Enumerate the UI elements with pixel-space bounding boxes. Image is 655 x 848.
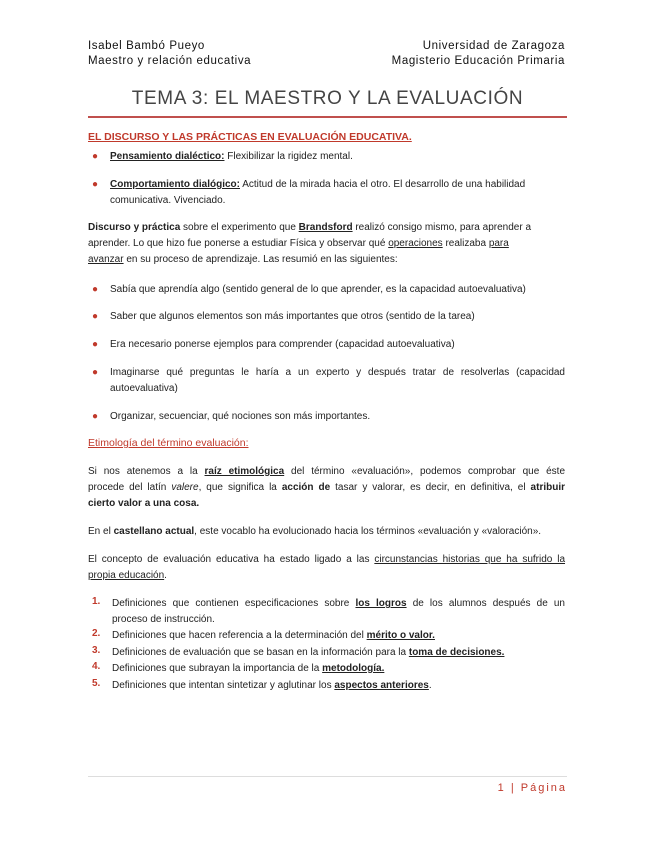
text-span: realizaba [442,238,489,249]
text-span: realizó consigo mismo, para aprender a [352,222,532,233]
header-subject: Maestro y relación educativa [88,55,252,67]
list-item-continued: autoevaluativa) [110,383,178,394]
bullet-icon: ● [92,411,99,422]
text-span: aprender. Lo que hizo fue ponerse a estudiar Física y observar qué [88,238,389,249]
list-item: Saber que algunos elementos son más importantes que otros (sentido de la tarea) [110,311,475,322]
numbered-item [112,596,565,612]
bullet-icon: ● [92,367,99,378]
bullet-icon: ● [92,179,99,190]
text-span: . [164,570,167,581]
text-span: En el [88,526,114,537]
list-item [110,149,565,165]
text-span: del término «evaluación», podemos comprobar que éste [284,466,566,477]
numbered-item [112,645,565,661]
text-span: tasar y valorar, es decir, en definitiva, el [330,482,531,493]
keyword: metodología. [322,663,385,674]
text-span: Definiciones que hacen referencia a la determinación del [112,630,367,641]
paragraph-line [88,480,565,496]
keyword: aspectos anteriores [334,680,429,691]
list-item: Era necesario ponerse ejemplos para comprender (capacidad autoevaluativa) [110,339,455,350]
paragraph-line [88,220,565,236]
text-span: en su proceso de aprendizaje. Las resumió en las siguientes: [123,254,398,265]
bold-underlined-phrase: Brandsford [298,222,353,233]
underlined-phrase: para [488,238,509,249]
paragraph-line [88,464,565,480]
term-label: Comportamiento dialógico: [110,179,240,190]
section-heading-etimologia: Etimología del término evaluación: [88,437,249,449]
page-number: 1 | Página [497,782,567,794]
list-item: Sabía que aprendía algo (sentido general de lo que aprender, es la capacidad autoevaluativa) [110,284,526,295]
paragraph-line [88,252,565,268]
term-text: Flexibilizar la rigidez mental. [224,151,353,162]
list-item [110,177,565,193]
numbered-item [112,628,565,644]
paragraph-line [88,496,565,512]
list-item: Imaginarse qué preguntas le haría a un experto y después tratar de resolverlas (capacidad [110,367,565,378]
text-span: , este vocablo ha evolucionado hacia los términos «evaluación y «valoración». [194,526,542,537]
underlined-phrase: circunstancias historias que ha sufrido la [374,554,566,565]
term-label: Pensamiento dialéctico: [110,151,225,162]
text-span: , que significa la [198,482,282,493]
term-text-continued: comunicativa. Vivenciado. [110,195,226,206]
keyword: los logros [355,598,407,609]
list-number: 4. [92,661,101,672]
text-span: El concepto de evaluación educativa ha estado ligado a las [88,554,375,565]
text-span: Definiciones que intentan sintetizar y aglutinar los [112,680,335,691]
bullet-icon: ● [92,311,99,322]
italic-word: valere [171,482,199,493]
bullet-icon: ● [92,151,99,162]
list-number: 3. [92,645,101,656]
text-span: sobre el experimento que [180,222,299,233]
bold-underlined-phrase: raíz etimológica [204,466,285,477]
paragraph-line [88,568,565,584]
bullet-icon: ● [92,284,99,295]
numbered-item-continued: proceso de instrucción. [112,614,215,625]
title-divider [88,116,567,118]
list-number: 1. [92,596,101,607]
paragraph-line [88,524,565,540]
keyword: toma de decisiones. [408,647,505,658]
underlined-phrase: operaciones [388,238,443,249]
keyword: mérito o valor. [366,630,435,641]
page-title: TEMA 3: EL MAESTRO Y LA EVALUACIÓN [131,88,524,109]
paragraph-line [88,552,565,568]
text-span: Definiciones que contienen especificaciones sobre [112,598,356,609]
list-item: Organizar, secuenciar, qué nociones son más importantes. [110,411,371,422]
list-number: 5. [92,678,101,689]
numbered-item [112,661,565,677]
text-span: Si nos atenemos a la [88,466,205,477]
paragraph-line [88,236,565,252]
text-span: Definiciones que subrayan la importancia de la [112,663,323,674]
underlined-phrase: propia educación [88,570,165,581]
text-span: procede del latín [88,482,172,493]
text-span: de los alumnos después de un [406,598,565,609]
underlined-phrase: avanzar [88,254,124,265]
numbered-item [112,678,565,694]
bold-phrase: castellano actual [113,526,195,537]
bold-phrase: atribuir [530,482,565,493]
header-university: Universidad de Zaragoza [422,40,565,52]
text-span: . [428,680,432,691]
bullet-icon: ● [92,339,99,350]
bold-phrase: acción de [281,482,331,493]
bold-phrase: Discurso y práctica [88,222,181,233]
term-text: Actitud de la mirada hacia el otro. El desarrollo de una habilidad [240,179,526,190]
list-number: 2. [92,628,101,639]
header-author: Isabel Bambó Pueyo [88,40,205,52]
footer-divider [88,776,567,777]
header-degree: Magisterio Educación Primaria [391,55,565,67]
text-span: Definiciones de evaluación que se basan en la información para la [112,647,409,658]
bold-phrase: cierto valor a una cosa. [88,498,200,509]
section-heading-discurso: EL DISCURSO Y LAS PRÁCTICAS EN EVALUACIÓN EDUCATIVA. [88,131,412,143]
